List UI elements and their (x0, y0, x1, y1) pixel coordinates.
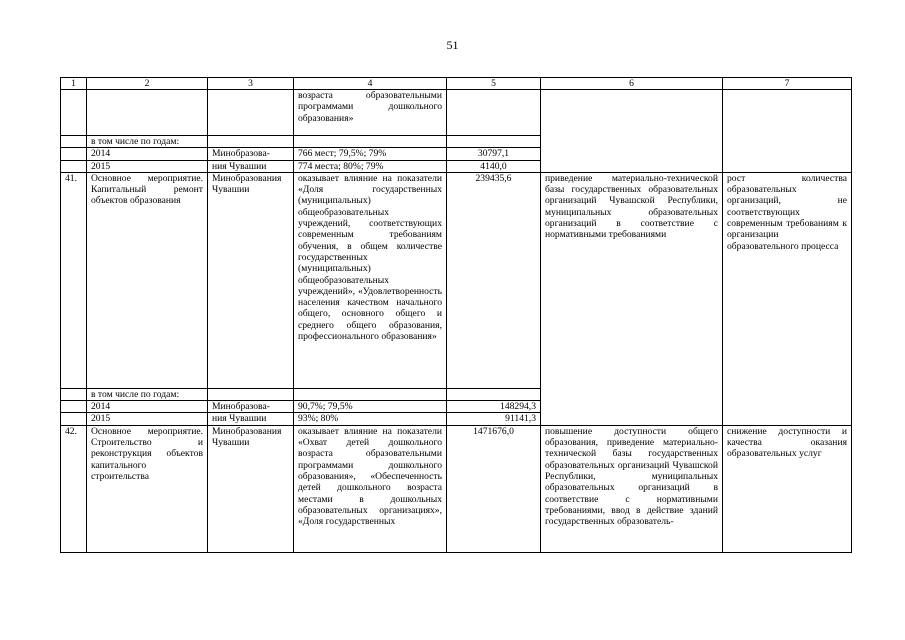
consequence-cell: рост количества образовательных организаций, не соответствующих современным требованиям к организации образовательного процесса (723, 172, 852, 425)
header-cell: 7 (723, 78, 852, 90)
indicator-cell: 90,7%; 79,5% (294, 401, 447, 413)
year-cell: 2014 (87, 401, 208, 413)
amount-cell: 1471676,0 (447, 425, 541, 552)
indicator-cell: 774 места; 80%; 79% (294, 160, 447, 172)
indicator-cell: 93%; 80% (294, 413, 447, 425)
table-row (61, 172, 852, 388)
amount-cell: 148294,3 (447, 401, 541, 413)
consequence-cell: снижение доступности и качества оказания образовательных услуг (723, 425, 852, 552)
amount-cell: 4140,0 (447, 160, 541, 172)
page-number: 51 (446, 38, 459, 52)
indicator-cell: оказывает влияние на показатели «Доля государственных (муниципальных) общеобразовательных учреждений, соответствующих современным требованиям обучения, в общем количестве государственных (муниципальных) общеобразовательных учреждений», «Удовлетворенность населения качеством начального общего, основного общего и среднего общего образования, профессионального образования» (294, 172, 447, 388)
header-cell: 5 (447, 78, 541, 90)
year-cell: 2014 (87, 148, 208, 160)
header-row (61, 78, 852, 90)
header-cell: 6 (541, 78, 723, 90)
executor-cell: ния Чувашии (208, 413, 294, 425)
activity-name: Основное мероприятие. Строительство и реконструкция объектов капитального строительства (87, 425, 208, 552)
program-table (60, 77, 852, 553)
header-cell: 1 (61, 78, 87, 90)
executor-cell: Минобразования Чувашии (208, 172, 294, 388)
years-label: в том числе по годам: (87, 136, 208, 148)
header-cell: 3 (208, 78, 294, 90)
executor-cell: Минобразова- (208, 401, 294, 413)
activity-name: Основное мероприятие. Капитальный ремонт объектов образования (87, 172, 208, 388)
indicator-cell: 766 мест; 79,5%; 79% (294, 148, 447, 160)
indicator-cell: оказывает влияние на показатели «Охват детей дошкольного возраста образовательными программами дошкольного образования», «Обеспеченность детей дошкольного возраста местами в дошкольных образовательных организациях», «Доля государственных (294, 425, 447, 552)
amount-cell: 239435,6 (447, 172, 541, 388)
row-number: 41. (61, 172, 87, 388)
amount-cell: 91141,3 (447, 413, 541, 425)
table-row (61, 425, 852, 552)
result-cell: приведение материально-технической базы государственных образовательных организаций Чувашской Республики, муниципальных образовательных организаций в соответствие с нормативными требованиями (541, 172, 723, 425)
year-cell: 2015 (87, 160, 208, 172)
header-cell: 4 (294, 78, 447, 90)
executor-cell: ния Чувашии (208, 160, 294, 172)
year-cell: 2015 (87, 413, 208, 425)
amount-cell: 30797,1 (447, 148, 541, 160)
header-cell: 2 (87, 78, 208, 90)
result-cell: повышение доступности общего образования, приведение материально-технической базы государственных образовательных организаций Чувашской Республики, муниципальных образовательных организаций в соответствие с нормативными требованиями, ввод в действие зданий государственных образователь- (541, 425, 723, 552)
indicator-cell: возраста образовательными программами дошкольного образования» (294, 90, 447, 136)
row-number: 42. (61, 425, 87, 552)
years-label: в том числе по годам: (87, 388, 208, 400)
executor-cell: Минобразования Чувашии (208, 425, 294, 552)
executor-cell: Минобразова- (208, 148, 294, 160)
table-row (61, 90, 852, 136)
